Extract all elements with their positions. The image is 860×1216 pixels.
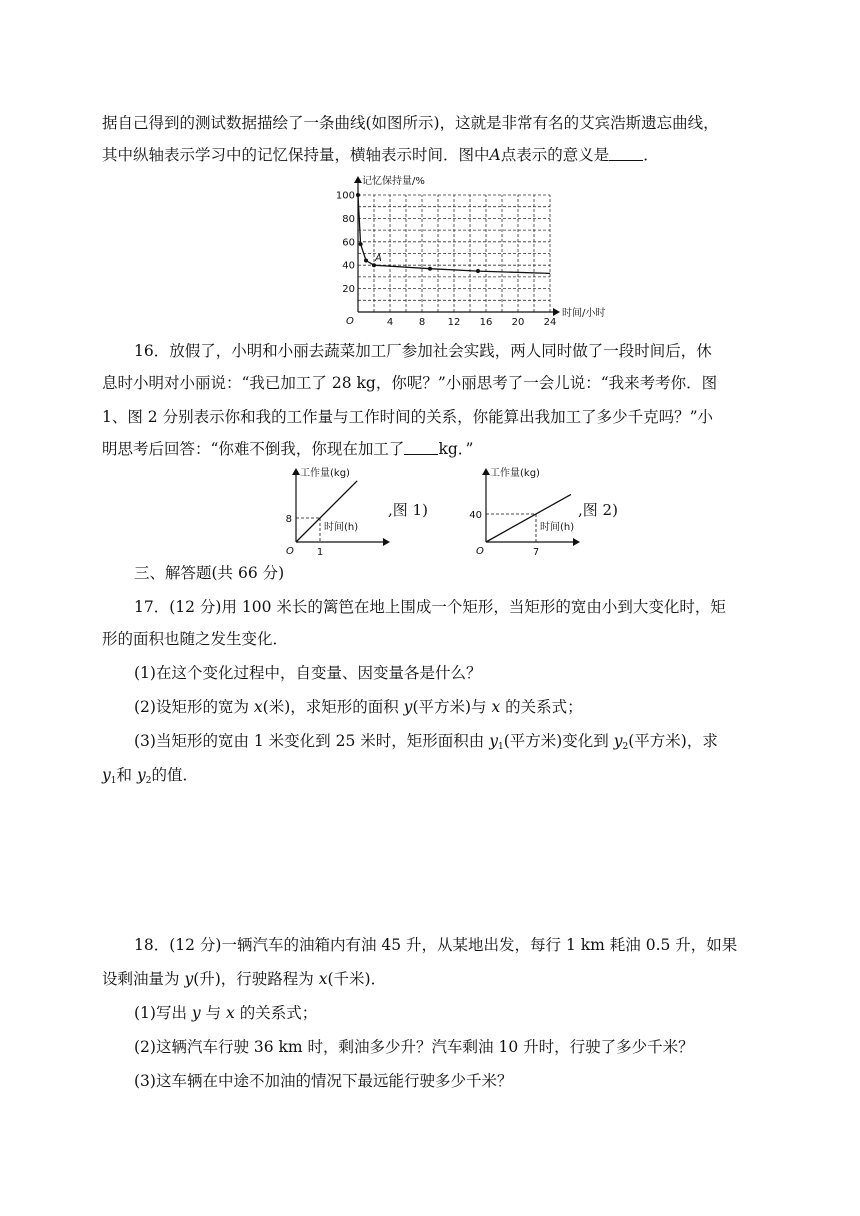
data-point	[359, 242, 363, 246]
data-point	[476, 269, 480, 273]
var-x: x	[491, 698, 501, 716]
x-tick-label: 20	[511, 317, 525, 328]
section-heading: 三、解答题(共 66 分)	[134, 564, 285, 582]
q17-part1: (1)在这个变化过程中，自变量、因变量各是什么？	[134, 664, 482, 682]
data-point	[428, 267, 432, 271]
var-x: x	[253, 698, 263, 716]
q15-line2	[102, 144, 659, 166]
y-axis-arrow-icon	[354, 176, 362, 183]
q18-part1	[134, 1002, 317, 1024]
y-axis-label: 工作量(kg)	[300, 468, 350, 479]
q17-part3-text: (平方米)，求	[628, 732, 718, 750]
q18-line2-text: 设剩油量为	[102, 970, 185, 988]
y-axis-arrow-icon	[292, 468, 300, 475]
q17-part3-text: (平方米)变化到	[503, 732, 614, 750]
point-a-annotation: A	[375, 253, 382, 265]
origin-label: O	[286, 546, 294, 557]
q18-line1: 18．(12 分)一辆汽车的油箱内有油 45 升，从某地出发，每行 1 km 耗油 0.5 升，如果	[134, 936, 738, 954]
y-tick-label: 20	[342, 284, 355, 296]
figure1-caption: ,图 1)	[388, 501, 428, 519]
q17-part3-line2	[102, 764, 198, 792]
q16-line4	[102, 438, 473, 460]
x-axis-arrow-icon	[553, 308, 560, 316]
q17-part3-text: (3)当矩形的宽由 1 米变化到 25 米时，矩形面积由	[134, 732, 490, 750]
q15-line1: 据自己得到的测试数据描绘了一条曲线(如图所示)，这就是非常有名的艾宾浩斯遗忘曲线，	[102, 114, 719, 132]
q17-part3-text: 的值．	[151, 766, 198, 784]
x-axis-arrow-icon	[573, 538, 580, 546]
answer-blank[interactable]	[404, 440, 438, 455]
x-axis-label: 时间(h)	[540, 522, 575, 533]
x-tick-label: 4	[386, 317, 394, 328]
y-tick-label: 80	[342, 213, 355, 225]
q17-line1: 17．(12 分)用 100 米长的篱笆在地上围成一个矩形，当矩形的宽由小到大变化时，矩	[134, 598, 726, 616]
y-tick-label: 40	[469, 510, 482, 521]
var-y: y	[184, 970, 194, 988]
x-tick-label: 1	[316, 547, 324, 558]
q16-line4-end: kg．”	[438, 440, 474, 458]
q16-line2: 息时小明对小丽说：“我已加工了 28 kg，你呢？”小丽思考了一会儿说：“我来考考你．图	[102, 374, 718, 392]
forgetting-curve-chart	[322, 170, 606, 328]
work-line	[486, 494, 571, 542]
figure1-work-chart	[282, 462, 392, 558]
data-point	[364, 259, 368, 263]
var-x: x	[318, 970, 328, 988]
figure2-work-chart	[466, 462, 582, 558]
q18-part1-text: 的关系式；	[234, 1004, 318, 1022]
var-x: x	[226, 1004, 235, 1022]
q17-part2-text: (2)设矩形的宽为	[134, 698, 254, 716]
origin-label: O	[476, 546, 484, 557]
q18-line2-text: (升)，行驶路程为	[193, 970, 319, 988]
figure2-caption: ,图 2)	[578, 501, 618, 519]
data-point	[356, 193, 360, 197]
origin-label: O	[346, 316, 354, 327]
q18-line2-text: (千米)．	[327, 970, 387, 988]
q15-line2-end: ．	[643, 146, 659, 164]
var-y2: y	[613, 732, 623, 750]
q18-part1-text: (1)写出	[134, 1004, 192, 1022]
q17-part2-text: (平方米)与	[412, 698, 492, 716]
x-axis-arrow-icon	[383, 538, 390, 546]
q16-line3: 1、图 2 分别表示你和我的工作量与工作时间的关系，你能算出我加工了多少千克吗？”小	[102, 408, 714, 426]
y-tick-label: 60	[342, 237, 355, 249]
x-tick-label: 7	[532, 547, 540, 558]
y-axis-label: 记忆保持量/%	[362, 176, 425, 187]
q17-part2	[134, 696, 583, 718]
q18-part2: (2)这辆汽车行驶 36 km 时，剩油多少升？汽车剩油 10 升时，行驶了多少千米？	[134, 1038, 694, 1056]
var-y: y	[191, 1004, 201, 1022]
q16-line4-text: 明思考后回答：“你难不倒我，你现在加工了	[102, 440, 405, 458]
q17-part2-text: 的关系式；	[500, 698, 583, 716]
y-tick-label: 40	[342, 260, 355, 272]
q18-part3: (3)这车辆在中途不加油的情况下最远能行驶多少千米？	[134, 1072, 513, 1090]
q17-part3-text: 和	[116, 766, 137, 784]
x-tick-label: 24	[543, 317, 557, 328]
q15-line2-text-b: 点表示的意义是	[500, 146, 610, 164]
answer-blank[interactable]	[609, 146, 643, 161]
y-tick-label: 8	[285, 514, 292, 525]
q18-line2	[102, 968, 386, 990]
subscript: 2	[145, 776, 152, 786]
y-tick-label: 100	[335, 190, 355, 202]
var-y1: y	[102, 766, 111, 784]
subscript: 1	[110, 776, 117, 786]
q17-part2-text: (米)，求矩形的面积	[262, 698, 404, 716]
q15-line2-text: 其中纵轴表示学习中的记忆保持量，横轴表示时间．图中	[102, 146, 490, 164]
var-y1: y	[489, 732, 498, 750]
y-axis-label: 工作量(kg)	[490, 468, 540, 479]
x-tick-label: 8	[418, 317, 426, 328]
q18-part1-text: 与	[200, 1004, 227, 1022]
x-axis-label: 时间(h)	[324, 522, 359, 533]
subscript: 1	[497, 742, 504, 752]
y-axis-arrow-icon	[482, 468, 490, 475]
var-y: y	[403, 698, 413, 716]
x-tick-label: 16	[479, 317, 493, 328]
var-y2: y	[136, 766, 146, 784]
q17-part3	[134, 730, 718, 758]
q16-line1: 16．放假了，小明和小丽去蔬菜加工厂参加社会实践，两人同时做了一段时间后，休	[134, 342, 712, 360]
q17-line2: 形的面积也随之发生变化．	[102, 630, 289, 648]
subscript: 2	[622, 742, 629, 752]
point-a-label: A	[489, 146, 501, 164]
x-axis-label: 时间/小时	[562, 308, 606, 319]
x-tick-label: 12	[447, 317, 461, 328]
